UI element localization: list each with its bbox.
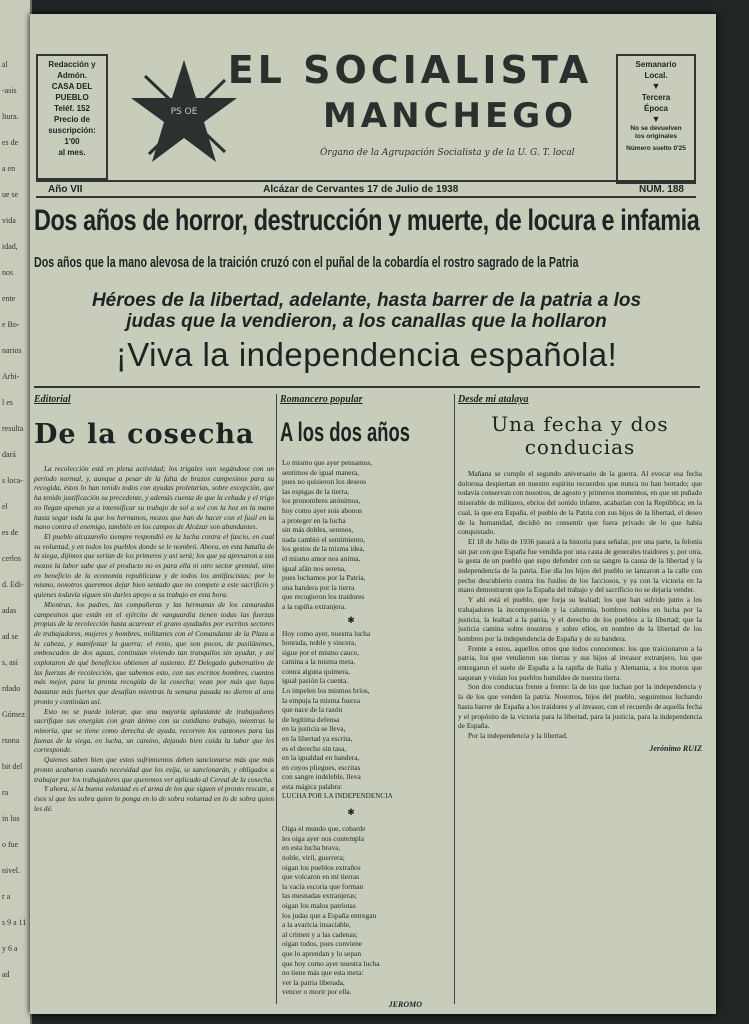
article-paragraph: El pueblo alcazareño siempre respondió en la lucha contra el fascio, en cual su voluntad, y en todos los pueblos donde se le nombró. Ahora, en esta batalla de la siega, dijimos que serían de los primeros y así será; los que ya apresaron a sus mozos la labor sabe que el producto no es para ella ni otro sector gremial, sino en beneficio de la economía republicana y de todos los antifascistas; por lo mismo, nosotros queremos dejar bien sentado que no compete a este sacrificio y quienes todavía siguen sin darles apoyo a su trabajo en esta hora.	[34, 531, 274, 600]
headline-heroes-line: Héroes de la libertad, adelante, hasta barrer de la patria a los	[91, 290, 642, 311]
adjacent-page-fragment: el	[2, 502, 8, 511]
article-paragraph: Mientras, los padres, las compañeras y las hermanas de los camaradas campesinos que están en el ejército de vanguardia tienen todas las fuerzas propias de la recolección hasta acarrear el grano ayudados por escritos sectores de trabajadores, mujeres y hombres, militantes con el Comandante de la Plaza a la cabeza, y manifestar la guerra; el resto, que son pocos, de pusilánimes, emboscados de dos aguas, continúan viviendo tan tranquilos sin ayudar, y así explotaron de qué beneficios obtienen al sustento. El Delegado gubernativo de las fuerzas de recolección, que sabemos esto, con sus escritos hombres, cuantos más mejor, para la pronta recogida de la cosecha; vean por más que haya bastante más fuertes que desafían mientras la semana pasada no dieron al una pronto y continúan así.	[34, 599, 274, 706]
adjacent-page-fragment: cerlos	[2, 554, 22, 563]
adjacent-page-fragment: Gómez	[2, 710, 26, 719]
adjacent-page-fragment: ra	[2, 788, 9, 797]
adjacent-page-fragment: resulta	[2, 424, 24, 433]
adjacent-page-fragment: vida	[2, 216, 16, 225]
newspaper-page	[30, 14, 716, 1014]
atalaya-column	[458, 394, 702, 753]
article-signature: Jerónimo RUIZ	[649, 743, 702, 753]
adjacent-page-fragment: y 6 a	[2, 944, 18, 953]
box-line: suscripción: 1'00	[48, 126, 96, 146]
adjacent-page-fragment: nivel.	[2, 866, 20, 875]
editorial-column	[34, 394, 274, 813]
poem-signature: JEROMO	[388, 999, 422, 1009]
adjacent-page-fragment: adas	[2, 606, 17, 615]
headline-main: Dos años de horror, destrucción y muerte, de locura e infamia	[34, 204, 700, 237]
adjacent-page-fragment: d. Edi-	[2, 580, 24, 589]
article-title: Una fecha y dos conducias	[491, 412, 669, 459]
box-line: PUEBLO	[55, 93, 89, 102]
adjacent-page-fragment: al	[2, 60, 8, 69]
adjacent-page-fragment: s 9 a 11	[2, 918, 27, 927]
section-label: Desde mi atalaya	[458, 394, 529, 405]
box-line: Precio de	[53, 115, 90, 124]
box-line: Tercera	[641, 93, 671, 102]
headline-heroes	[34, 290, 699, 332]
adjacent-page-fragment: e Bo-	[2, 320, 20, 329]
section-label: Romancero popular	[280, 394, 363, 405]
subscription-box	[36, 54, 108, 180]
article-paragraph: Y ahora, si la buena voluntad es el arma de los que siguen el pronto rescate, a ésos sí que les sobra quien lo ponga en lo de sobra voluntad en lo de sobra quien les dé.	[34, 784, 274, 813]
adjacent-page-fragment: ad	[2, 970, 10, 979]
column-divider	[454, 394, 455, 1004]
adjacent-page-fragment: narios	[2, 346, 22, 355]
masthead-subtitle: MANCHEGO	[322, 96, 578, 136]
article-closing: Por la independencia y la libertad.	[468, 730, 568, 740]
column-divider	[276, 394, 277, 1004]
adjacent-page-fragment: rdado	[2, 684, 21, 693]
adjacent-page-fragment: l es	[2, 398, 13, 407]
article-title: De la cosecha	[34, 419, 255, 450]
year-label: Año VII	[48, 183, 83, 195]
adjacent-page-fragment: s loca-	[2, 476, 24, 485]
headline-sub: Dos años que la mano alevosa de la traición cruzó con el puñal de la cobardía el rostro sagrado de la Patria	[34, 254, 579, 271]
headline-heroes-line: judas que la vendieron, a los canallas que la hollaron	[126, 311, 607, 332]
box-line: al mes.	[58, 148, 86, 157]
article-paragraph: La recolección está en plena actividad; los trigales van segándose con un período normal, y, aunque a pesar de la falta de brazos campesinos para su recogida, éstos lo han tenido todos con ayudas proletarias, sobre excepción, que ha tenido justificación su precedente, y además cuenta de que la cebada y el trigo no llegan apenas ya a intensificar su trabajo de sol a sol con la hoz en la mano hasta segar toda la que los hermanos, mozos que han de hacer con el fusil en la mano contra el enemigo, también en los campos de Alcázar son abundantes.	[34, 464, 274, 532]
article-body	[458, 469, 702, 731]
headline-viva: ¡Viva la independencia española!	[115, 336, 618, 373]
article-paragraph: Esto no se puede tolerar, que una mayoría aplastante de trabajadores sacrifique sus energías con gran ánimo con su cotidiano trabajo, mientras la minoría, que se tiene como derecha de ayuda, recorren los cantones para las faenas de la siega, en lucha, un camino, dejando bien caída la labor que les corresponde.	[34, 706, 274, 755]
adjacent-page-fragment: es de	[2, 138, 19, 147]
adjacent-page-strip	[0, 0, 32, 1024]
adjacent-page-fragment: ad se	[2, 632, 19, 641]
adjacent-page-fragment: s, así	[2, 658, 18, 667]
box-line: CASA DEL	[51, 82, 93, 91]
adjacent-page-fragment: nos	[2, 268, 14, 277]
article-paragraph: Y ahí está el pueblo, que forja su lealtad; los que han sufrido junto a los trabajadores la incomprensión y la calumnia, hombres nobles en lucha por la justicia, la lealtad a la patria, y el derecho de los pueblos a la libertad; que la justicia camina sobre nosotros y sobre ellos, en nombre de la libertad de los hombres por la independencia de España y de su bandera.	[458, 595, 702, 643]
poem-stanza: Hoy como ayer, nuestra lucha honrada, noble y sincera, sigue por el mismo cauce, camina a la misma meta, contra alguna quimera, igual pasión la cuenta. Lo impelen los mismos bríos, la empuja la misma fuerza que nace de la razón de legítima defensa en la justicia se lleva, en la libertad ya escrita, es el derecho sin tasa, en la igualdad en bandera, en cuyos pliegues, escritas con sangre indeleble, lleva esta mágica palabra:	[282, 628, 371, 791]
box-line: Número suelto 0'25	[626, 145, 686, 152]
divider	[34, 386, 700, 388]
emblem-letters: PS OE	[170, 107, 198, 117]
box-line: Admón.	[57, 71, 87, 80]
box-line: Semanario	[635, 60, 677, 69]
section-label: Editorial	[34, 394, 71, 405]
dateline-bar	[36, 180, 696, 198]
article-body	[34, 464, 274, 813]
article-paragraph: Son dos conductas frente a frente: la de los que luchan por la independencia y la de los que venden la patria. Nosotros, hijos del pueblo, seguiremos luchando hasta barrer de España a los traidores y al invasor, con el recuerdo de aquella fecha y el propósito de la victoria para la libertad, para la justicia, para la independencia de España.	[458, 682, 702, 731]
adjacent-page-fragment: ente	[2, 294, 16, 303]
date-label: Alcázar de Cervantes 17 de Julio de 1938	[263, 183, 459, 195]
box-line: Redacción y	[48, 60, 96, 69]
adjacent-page-fragment: in los	[2, 814, 20, 823]
adjacent-page-fragment: rsona	[2, 736, 20, 745]
adjacent-page-fragment: es de	[2, 528, 19, 537]
romancero-column: Romancero popular A los dos años Lo mismo que ayer pensamos, sentimos de igual manera, pues no quisieron los deseos las espigas de la tierra, los pronombres anónimos, hoy como ayer sois abonos a proteger en la lucha sin más dobles, serenos, nada cambió el sentimiento, los gestos de la misma idea, el mismo amor nos anima, igual afán nos serena, pues luchamos por la Patria, una bandera por la tierra que recogieron los traidores a la rapiña extranjera. ✱ Hoy como ayer, nuestra lucha honrada, noble y sincera, sigue por el mismo cauce, camina a la misma meta, contra alguna quimera, igual pasión la cuenta. Lo impelen los mismos bríos, la empuja la misma fuerza que nace de la razón de legítima defensa en la justicia se lleva, en la libertad ya escrita, es el derecho sin tasa, en la igualdad en bandera, en cuyos pliegues, escritas con sangre indeleble, lleva esta mágica palabra: LUCHA POR LA INDEPENDENCIA ✱ Oiga el mundo que, cobarde les oiga ayer nos contempla en esta lucha brava, noble, viril, guerrera; oigan los pueblos extraños que volcaron en mí tierras la vacía escoria que forman las mesnadas extranjeras; oigan los malos patriotas los judas que a España entregan a la avaricia insaciable, al crimen y a las cadenas; oigan todos, pues conviene que lo aprendan y lo sepan que hoy como ayer nuestra lucha no tiene más que esta meta: ver la patria liberada, vencer o morir por ella. JEROMO	[280, 394, 422, 1009]
masthead-title: EL SOCIALISTA	[227, 48, 593, 92]
adjacent-page-fragment: Arbi-	[2, 372, 20, 381]
weekly-box: Semanario Local. ▼ Tercera Época ▼ No se devuelven los originales Número suelto 0'25	[616, 54, 696, 184]
issue-number: NÚM. 188	[638, 183, 684, 195]
adjacent-page-fragment: r a	[2, 892, 11, 901]
adjacent-page-fragment: a en	[2, 164, 16, 173]
article-paragraph: Mañana se cumple el segundo aniversario de la guerra. Al evocar esa fecha dolorosa despiertan en nuestro espíritu recuerdos que nunca no han borrado; que todavía conservan con nosotros, de agosto y primeros momentos, en que un puñado miserable de militares, ebrios del sonido infame, acabarían con la República; en la cual, la que era España, el pueblo de la Patria con sus hijos de la libertad, el deseo de la humanidad, decidió no consentir que fuera privado de lo que había conquistado.	[458, 469, 702, 537]
adjacent-page-fragment: bit del	[2, 762, 23, 771]
adjacent-page-fragment: -asis	[2, 86, 17, 95]
box-line: No se devuelven	[630, 125, 682, 132]
adjacent-page-fragment: ltura.	[2, 112, 19, 121]
article-paragraph: El 18 de Julio de 1936 pasará a la historia para señalar, por una parte, la felonía sin par con que España fue vendida por una casta de generales traidores y, por otra, la gesta de un pueblo que supo defender con su sangre la causa de la libertad y la independencia de la patria. Ese día los hijos del pueblo se lanzaron a la calle con pecho descubierto contra los fusiles de los facciosos, y ya con la victoria en la mano demostraron que la España del trabajo y del sacrificio no se dejaría vender.	[458, 536, 702, 595]
box-line: Local.	[644, 71, 668, 80]
adjacent-page-fragment: idad,	[2, 242, 18, 251]
box-line: los originales	[635, 133, 677, 140]
poem-motto: LUCHA POR LA INDEPENDENCIA	[282, 791, 393, 800]
poem-title: A los dos años	[280, 417, 410, 447]
poem-stanza: Lo mismo que ayer pensamos, sentimos de igual manera, pues no quisieron los deseos las espigas de la tierra, los pronombres anónimos, hoy como ayer sois abonos a proteger en la lucha sin más dobles, serenos, nada cambió el sentimiento, los gestos de la misma idea, el mismo amor nos anima, igual afán nos serena, pues luchamos por la Patria, una bandera por la tierra que recogieron los traidores a la rapiña extranjera.	[282, 458, 373, 611]
poem-stanza: Oiga el mundo que, cobarde les oiga ayer nos contempla en esta lucha brava, noble, viril, guerrera; oigan los pueblos extraños que volcaron en mí tierras la vacía escoria que forman las mesnadas extranjeras; oigan los malos patriotas los judas que a España entregan a la avaricia insaciable, al crimen y a las cadenas; oigan todos, pues conviene que lo aprendan y lo sepan que hoy como ayer nuestra lucha no tiene más que esta meta: ver la patria liberada, vencer o morir por ella.	[282, 824, 380, 997]
article-paragraph: Frente a estos, aquellos otros que todos conocemos: los que traicionaron a la patria, los que vendieron sus tierras y sus hijos al invasor extranjero, los que entregaron el suelo de España a la rapiña de Italia y Alemania, a los moros que saquean y violan los pueblos humildes de nuestra tierra.	[458, 643, 702, 682]
adjacent-page-fragment: dará	[2, 450, 16, 459]
adjacent-page-fragment: ue se	[2, 190, 19, 199]
box-line: Teléf. 152	[54, 104, 90, 113]
adjacent-page-fragment: o fue	[2, 840, 19, 849]
organ-line: Órgano de la Agrupación Socialista y de la U. G. T. local	[320, 148, 575, 158]
box-line: Época	[643, 104, 668, 113]
article-paragraph: Quienes saben bien que estos sufrimientos deben sancionarse más que más pronto acabaron cuando necesidad que los exija, se sancionarán, y obligados a trabajar por los trabajadores que queremos ver aplicado al Cereal de la cosecha.	[34, 755, 274, 784]
